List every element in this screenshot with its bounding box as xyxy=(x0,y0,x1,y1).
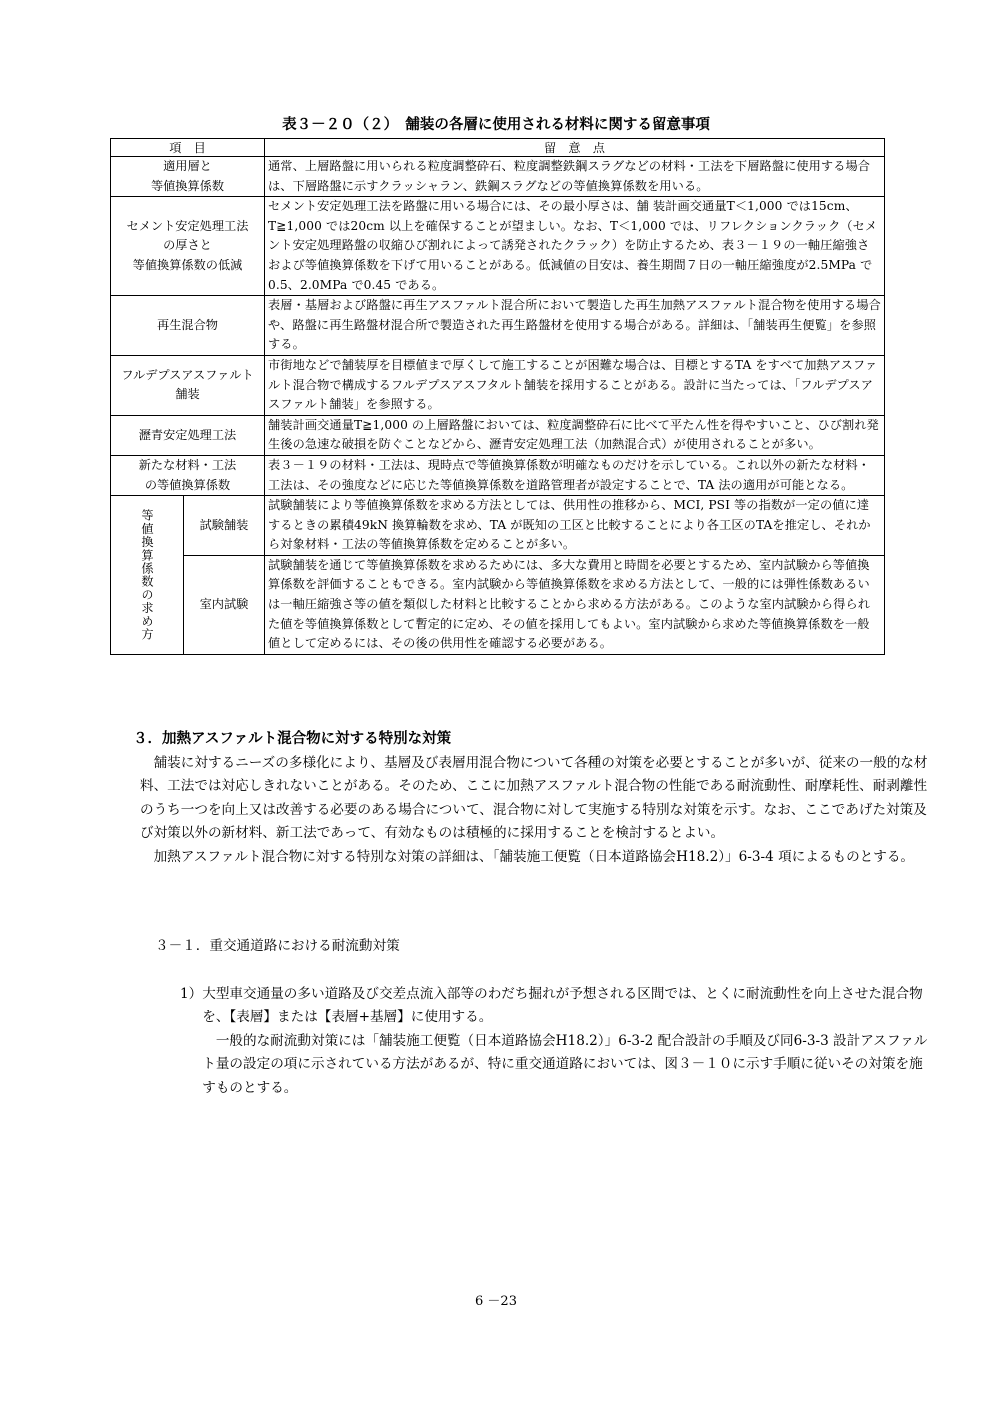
page-number: 6 －23 xyxy=(475,1294,517,1309)
group-cell xyxy=(111,496,184,655)
table-header-row xyxy=(111,139,885,157)
section-paragraph: 加熱アスファルト混合物に対する特別な対策の詳細は、「舗装施工便覧（日本道路協会H18.2）」6-3-4 項によるものとする。 xyxy=(153,848,915,865)
list-item-label: 1） xyxy=(180,986,203,1002)
header-note: 留 意 点 xyxy=(265,139,885,157)
section-heading: ３．加熱アスファルト混合物に対する特別な対策 xyxy=(133,731,452,747)
row-item: 室内試験 xyxy=(184,555,265,654)
group-label: 等値換算係数の求め方 xyxy=(140,508,154,641)
row-note: 表３－１９の材料・工法は、現時点で等値換算係数が明確なものだけを示している。これ以外の新たな材料・工法は、その強度などに応じた等値換算係数を道路管理者が設定することで、TA 法の適用が可能となる。 xyxy=(265,455,885,495)
table-row xyxy=(111,496,885,556)
row-item: 新たな材料・工法 の等値換算係数 xyxy=(111,455,265,495)
table-row xyxy=(111,157,885,197)
table-row xyxy=(111,355,885,415)
table-row xyxy=(111,197,885,296)
row-note: 試験舗装を通じて等値換算係数を求めるためには、多大な費用と時間を必要とするため、室内試験から等値換算係数を評価することもできる。室内試験から等値換算係数を求める方法として、一般的には弾性係数あるいは一軸圧縮強さ等の値を類似した材料と比較することから求める方法がある。このような室内試験から得られた値を等値換算係数として暫定的に定め、その値を採用してもよい。室内試験から求めた等値換算係数を一般値として定めるには、その後の供用性を確認する必要がある。 xyxy=(265,555,885,654)
subsection-heading: ３－１．重交通道路における耐流動対策 xyxy=(155,938,400,954)
row-item: 試験舗装 xyxy=(184,496,265,556)
list-item xyxy=(180,983,932,1100)
header-item: 項 目 xyxy=(111,139,265,157)
section-paragraph: 舗装に対するニーズの多様化により、基層及び表層用混合物について各種の対策を必要とすることが多いが、従来の一般的な材料、工法では対応しきれないことがある。そのため、ここに加熱アスファルト混合物の性能である耐流動性、耐摩耗性、耐剥離性のうち一つを向上又は改善する必要のある場合について、混合物に対して実施する特別な対策を示す。なお、ここであげた対策及び対策以外の新材料、新工法であって、有効なものは積極的に採用することを検討するとよい。 xyxy=(140,755,928,842)
list-item-text: 大型車交通量の多い道路及び交差点流入部等のわだち掘れが予想される区間では、とくに耐流動性を向上させた混合物を、【表層】または【表層+基層】に使用する。 xyxy=(202,986,923,1026)
row-note: 試験舗装により等値換算係数を求める方法としては、供用性の推移から、MCI, PSI 等の指数が一定の値に達するときの累積49kN 換算輪数を求め、TA が既知の工区と比較することにより各工区のTAを推定し、それから対象材料・工法の等値換算係数を定めることが多い。 xyxy=(265,496,885,556)
section-body xyxy=(140,752,930,869)
row-note: セメント安定処理工法を路盤に用いる場合には、その最小厚さは、舗 装計画交通量T＜1,000 では15cm、T≧1,000 では20cm 以上を確保することが望ましい。なお、T＜1,000 では、リフレクションクラック（セメント安定処理路盤の収縮ひび割れによって誘発されたクラック）を防止するため、表３－１９の一軸圧縮強さおよび等値換算係数を下げて用いることがある。低減値の目安は、養生期間７日の一軸圧縮強度が2.5MPa で0.5、2.0MPa で0.45 である。 xyxy=(265,197,885,296)
row-note: 市街地などで舗装厚を目標値まで厚くして施工することが困難な場合は、目標とするTA をすべて加熱アスファルト混合物で構成するフルデプスアスフタルト舗装を採用することがある。設計に当たっては、「フルデプスアスファルト舗装」を参照する。 xyxy=(265,355,885,415)
row-item: 再生混合物 xyxy=(111,296,265,356)
table-row xyxy=(111,296,885,356)
row-note: 舗装計画交通量T≧1,000 の上層路盤においては、粒度調整砕石に比べて平たん性を得やすいこと、ひび割れ発生後の急速な破損を防ぐことなどから、瀝青安定処理工法（加熱混合式）が使用されることが多い。 xyxy=(265,415,885,455)
table-row xyxy=(111,455,885,495)
table-row xyxy=(111,555,885,654)
row-item: セメント安定処理工法 の厚さと 等値換算係数の低減 xyxy=(111,197,265,296)
list-item-paragraph: 一般的な耐流動対策には「舗装施工便覧（日本道路協会H18.2）」6-3-2 配合設計の手順及び同6-3-3 設計アスファルト量の設定の項に示されている方法があるが、特に重交通道路においては、図３－１０に示す手順に従いその対策を施すものとする。 xyxy=(202,1032,928,1096)
row-note: 表層・基層および路盤に再生アスファルト混合所において製造した再生加熱アスファルト混合物を使用する場合や、路盤に再生路盤材混合所で製造された再生路盤材を使用する場合がある。詳細は、「舗装再生便覧」を参照する。 xyxy=(265,296,885,356)
row-item: 瀝青安定処理工法 xyxy=(111,415,265,455)
materials-notes-table xyxy=(110,138,885,655)
row-item: 適用層と 等値換算係数 xyxy=(111,157,265,197)
row-item: フルデプスアスファルト 舗装 xyxy=(111,355,265,415)
table-title: 表３－２０（２） 舗装の各層に使用される材料に関する留意事項 xyxy=(282,117,710,133)
table-row xyxy=(111,415,885,455)
row-note: 通常、上層路盤に用いられる粒度調整砕石、粒度調整鉄鋼スラグなどの材料・工法を下層路盤に使用する場合は、下層路盤に示すクラッシャラン、鉄鋼スラグなどの等値換算係数を用いる。 xyxy=(265,157,885,197)
